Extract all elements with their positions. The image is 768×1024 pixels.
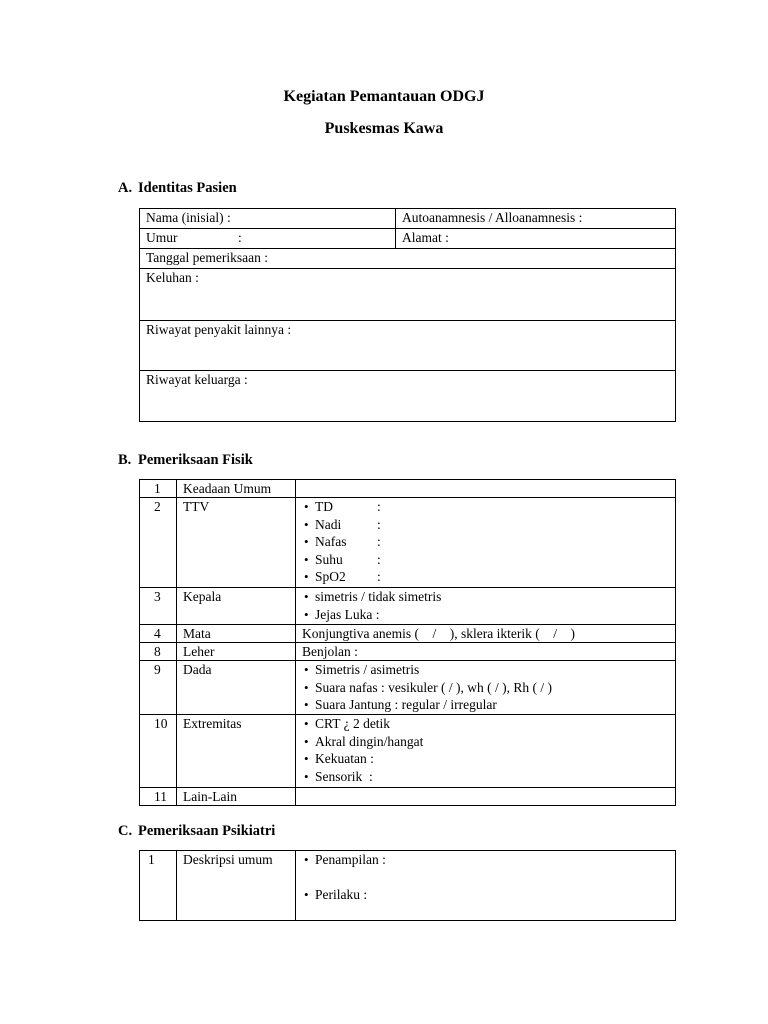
nama-field[interactable]: Nama (inisial) :	[140, 209, 396, 229]
list-item: • simetris / tidak simetris	[302, 588, 675, 606]
physical-exam-table	[139, 479, 676, 806]
extremitas-value[interactable]	[296, 715, 676, 788]
riwayat-keluarga-field[interactable]: Riwayat keluarga :	[140, 371, 676, 422]
anamnesis-field[interactable]: Autoanamnesis / Alloanamnesis :	[396, 209, 676, 229]
psychiatric-exam-table	[139, 850, 676, 921]
list-item: • Suara nafas : vesikuler ( / ), wh ( / ), Rh ( / )	[302, 679, 675, 697]
section-c-title: Pemeriksaan Psikiatri	[138, 823, 276, 839]
ttv-colon: :	[377, 499, 381, 514]
list-item: • Simetris / asimetris	[302, 661, 675, 679]
identity-table	[139, 208, 676, 422]
list-item: • Kekuatan :	[302, 750, 675, 768]
section-b-title: Pemeriksaan Fisik	[138, 452, 253, 468]
row-item: TTV	[177, 498, 296, 588]
list-item: • Sensorik :	[302, 768, 675, 786]
section-b-heading	[118, 452, 253, 469]
row-number: 1	[140, 851, 177, 921]
row-item: Mata	[177, 625, 296, 643]
mata-value[interactable]: Konjungtiva anemis ( / ), sklera ikterik ( / )	[296, 625, 676, 643]
list-item	[302, 568, 675, 586]
row-item: Keadaan Umum	[177, 480, 296, 498]
umur-label: Umur	[146, 230, 178, 245]
row-number: 8	[140, 643, 177, 661]
keluhan-field[interactable]: Keluhan :	[140, 269, 676, 321]
row-number: 3	[140, 588, 177, 625]
list-item: • Perilaku :	[302, 886, 675, 904]
row-number: 10	[140, 715, 177, 788]
row-number: 9	[140, 661, 177, 715]
section-a-title: Identitas Pasien	[138, 180, 237, 196]
leher-value[interactable]: Benjolan :	[296, 643, 676, 661]
row-item: Dada	[177, 661, 296, 715]
ttv-colon: :	[377, 569, 381, 584]
row-item: Extremitas	[177, 715, 296, 788]
list-item: • CRT ¿ 2 detik	[302, 715, 675, 733]
list-item: • Penampilan :	[302, 851, 675, 869]
umur-colon: :	[238, 230, 242, 245]
ttv-colon: :	[377, 516, 381, 532]
row-number: 2	[140, 498, 177, 588]
dada-value[interactable]	[296, 661, 676, 715]
row-item: Leher	[177, 643, 296, 661]
section-c-letter: C.	[118, 823, 133, 839]
deskripsi-umum-value[interactable]	[296, 851, 676, 921]
riwayat-penyakit-field[interactable]: Riwayat penyakit lainnya :	[140, 321, 676, 371]
ttv-colon: :	[377, 551, 381, 567]
row-item: Deskripsi umum	[177, 851, 296, 921]
section-a-heading	[118, 180, 237, 197]
section-b-letter: B.	[118, 452, 132, 468]
row-number: 1	[140, 480, 177, 498]
row-item: Lain-Lain	[177, 788, 296, 806]
list-item	[302, 551, 675, 569]
alamat-field[interactable]: Alamat :	[396, 229, 676, 249]
list-item: • Akral dingin/hangat	[302, 733, 675, 751]
ttv-colon: :	[377, 534, 381, 549]
ttv-label: Nafas	[315, 534, 347, 549]
ttv-label: Suhu	[315, 551, 343, 567]
list-item	[302, 516, 675, 534]
umur-field[interactable]	[140, 229, 396, 249]
row-number: 11	[140, 788, 177, 806]
ttv-label: SpO2	[315, 569, 346, 584]
ttv-label: TD	[315, 499, 333, 514]
ttv-value[interactable]	[296, 498, 676, 588]
lain-lain-value[interactable]	[296, 788, 676, 806]
section-a-letter: A.	[118, 180, 133, 196]
section-c-heading	[118, 823, 275, 840]
kepala-value[interactable]	[296, 588, 676, 625]
keadaan-umum-value[interactable]	[296, 480, 676, 498]
row-number: 4	[140, 625, 177, 643]
row-item: Kepala	[177, 588, 296, 625]
document-title: Kegiatan Pemantauan ODGJ	[283, 88, 485, 105]
document-subtitle: Puskesmas Kawa	[324, 120, 444, 137]
ttv-label: Nadi	[315, 516, 342, 532]
tanggal-field[interactable]: Tanggal pemeriksaan :	[140, 249, 676, 269]
list-item: • Suara Jantung : regular / irregular	[302, 696, 675, 714]
list-item	[302, 498, 675, 516]
list-item	[302, 533, 675, 551]
list-item: • Jejas Luka :	[302, 606, 675, 624]
